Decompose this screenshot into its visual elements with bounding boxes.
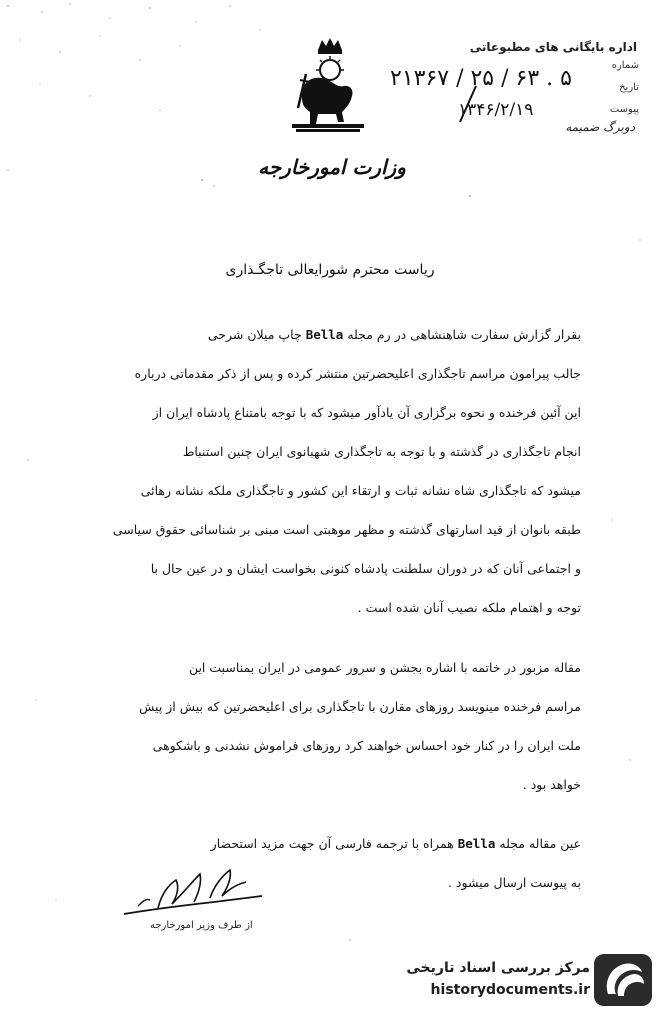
watermark-url: historydocuments.ir: [430, 982, 590, 998]
paragraph1-line: و اجتماعی آنان که در دوران سلطنت پادشاه کنونی بخواست ایشان و در عین حال با: [150, 561, 581, 576]
magazine-name: Bella: [457, 836, 496, 851]
signature-title: از طرف وزیر امورخارجه: [150, 920, 253, 931]
number-label: شماره: [611, 60, 639, 71]
paragraph1-line: این آئین فرخنده و نحوه برگزاری آن یادآور میشود که با توجه بامتناع پادشاه ایران از: [152, 405, 581, 420]
paragraph3-line: به پیوست ارسال میشود .: [447, 875, 581, 890]
handwritten-signature: [118, 862, 268, 922]
paragraph1-line: میشود که تاجگذاری شاه نشانه ثبات و ارتقاء این کشور و تاجگذاری ملکه نشانه رهائی: [140, 483, 581, 498]
paragraph2-line: مراسم فرخنده مینویسد روزهای مقارن با تاجگذاری برای اعلیحضرتین که بیش از پیش: [139, 699, 581, 714]
attachment-label: پیوست: [609, 104, 639, 115]
letter-date: ۱۳۴۶/۲/۱۹: [458, 100, 534, 120]
date-label: تاریخ: [619, 82, 639, 93]
paragraph1-line: جالب پیرامون مراسم تاجگذاری اعلیحضرتین منتشر کرده و پس از ذکر مقدماتی درباره: [134, 366, 581, 381]
magazine-name: Bella: [305, 327, 344, 342]
salutation: ریاست محترم شورایعالی تاجگـذاری: [225, 262, 435, 278]
text-run: بقرار گزارش سفارت شاهنشاهی در رم مجله: [343, 327, 581, 342]
text-run: عین مقاله مجله: [495, 836, 581, 851]
paragraph3-line: [211, 836, 581, 851]
letter-number: ۲۱۳۶۷ / ۲۵ / ۶۳ . ۵: [390, 66, 572, 91]
text-run: چاپ میلان شرحی: [207, 327, 306, 342]
handwritten-slash: [452, 84, 482, 124]
paragraph1-line: انجام تاجگذاری در گذشته و با توجه به تاجگذاری شهبانوی ایران چنین استنباط: [182, 444, 581, 459]
lion-and-sun-emblem-icon: [288, 36, 368, 136]
paragraph1-line: توجه و اهتمام ملکه نصیب آنان شده است .: [357, 600, 581, 615]
paragraph2-line: ملت ایران را در کنار خود احساس خواهند کرد روزهای فراموش نشدنی و باشکوهی: [152, 738, 581, 753]
watermark-name: مرکز بررسی اسناد تاریخی: [406, 960, 590, 976]
paragraph2-line: خواهد بود .: [522, 777, 581, 792]
ministry-name: وزارت امورخارجه: [258, 155, 406, 179]
history-documents-logo-icon: [594, 954, 652, 1006]
attachment-value: دوبرگ ضمیمه: [565, 120, 635, 134]
office-name: اداره بایگانی های مطبوعاتی: [469, 40, 637, 54]
paragraph1-line: [208, 327, 581, 342]
paragraph1-line: طبقه بانوان از قید اسارتهای گذشته و مظهر موهبتی است مبنی بر شناسائی حقوق سیاسی: [112, 522, 581, 537]
paragraph2-line: مقاله مزبور در خاتمه با اشاره بجشن و سرور عمومی در ایران بمناسبت این: [188, 660, 581, 675]
text-run: همراه با ترجمه فارسی آن جهت مزید استحضار: [210, 836, 458, 851]
